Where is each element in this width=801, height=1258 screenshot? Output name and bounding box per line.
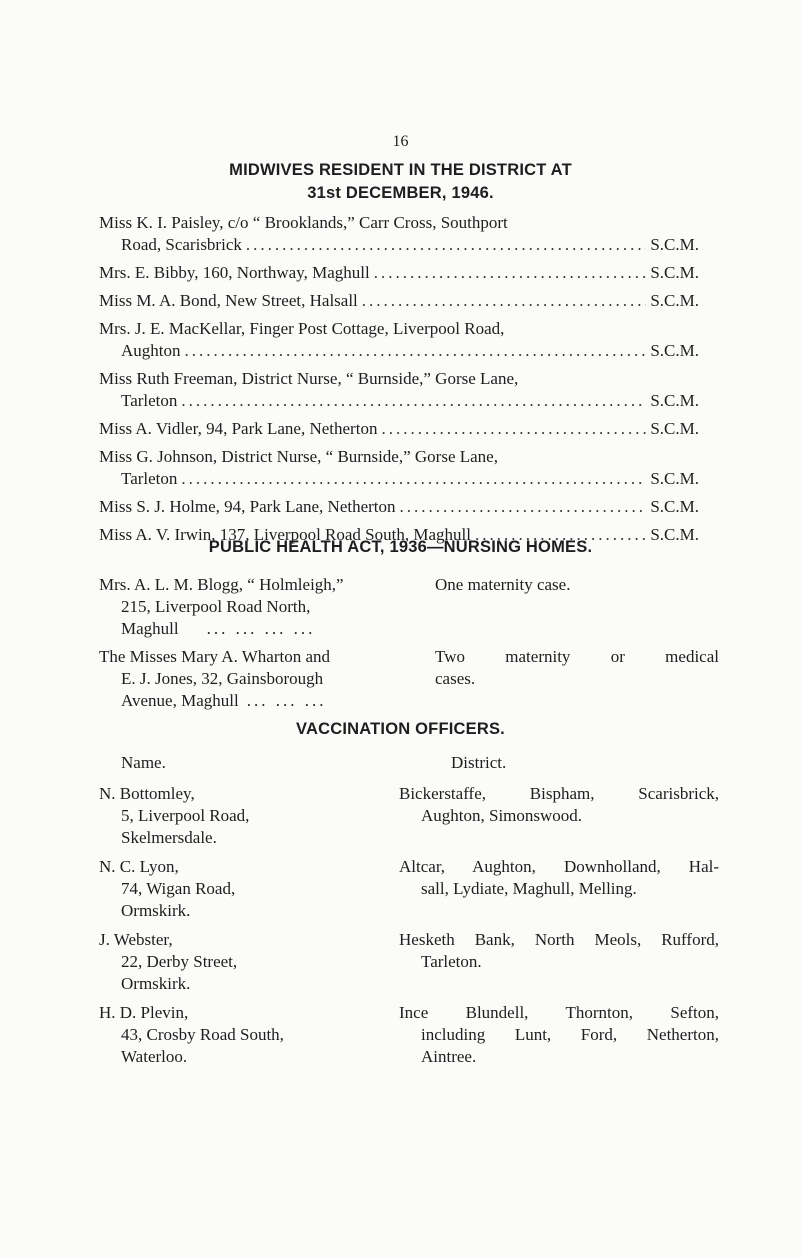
officer-row: N. C. Lyon, 74, Wigan Road, Ormskirk. Altcar, Aughton, Downholland, Hal- sall, Lydiate, Maghull, Melling.: [99, 857, 719, 920]
midwife-entry: Miss G. Johnson, District Nurse, “ Burnside,” Gorse Lane, Tarleton ..... S.C.M.: [99, 446, 699, 490]
nursing-home-entry: The Misses Mary A. Wharton and E. J. Jones, 32, Gainsborough Avenue, Maghull ... ... ... Two maternity or medical cases.: [99, 647, 719, 710]
midwives-heading-line2: 31st DECEMBER, 1946.: [307, 184, 494, 202]
midwife-entry: Miss K. I. Paisley, c/o “ Brooklands,” Carr Cross, Southport Road, Scarisbrick ..... S.C.M.: [99, 212, 699, 256]
midwife-entry: Mrs. E. Bibby, 160, Northway, Maghull ..... S.C.M.: [99, 262, 699, 284]
nursing-homes-heading: PUBLIC HEALTH ACT, 1936—NURSING HOMES.: [208, 538, 593, 556]
midwife-entry: Mrs. J. E. MacKellar, Finger Post Cottage, Liverpool Road, Aughton ..... S.C.M.: [99, 318, 699, 362]
nursing-home-entry: Mrs. A. L. M. Blogg, “ Holmleigh,” 215, Liverpool Road North, Maghull ... ... ... ... One maternity case.: [99, 575, 571, 638]
officer-row: J. Webster, 22, Derby Street, Ormskirk. Hesketh Bank, North Meols, Rufford, Tarleton.: [99, 930, 719, 993]
midwife-entry: Miss Ruth Freeman, District Nurse, “ Burnside,” Gorse Lane, Tarleton ..... S.C.M.: [99, 368, 699, 412]
midwife-entry: Miss M. A. Bond, New Street, Halsall ..... S.C.M.: [99, 290, 699, 312]
midwife-entry: Miss A. Vidler, 94, Park Lane, Netherton ..... S.C.M.: [99, 418, 699, 440]
midwives-list: [99, 212, 699, 552]
midwife-entry: Miss S. J. Holme, 94, Park Lane, Netherton ..... S.C.M.: [99, 496, 699, 518]
column-header-name: Name.: [121, 753, 166, 772]
midwives-heading-line1: MIDWIVES RESIDENT IN THE DISTRICT AT: [229, 161, 572, 179]
officer-row: H. D. Plevin, 43, Crosby Road South, Waterloo. Ince Blundell, Thornton, Sefton, including Lunt, Ford, Netherton, Aintree.: [99, 1003, 719, 1066]
nursing-homes-list: [99, 574, 719, 718]
column-header-district: District.: [451, 753, 507, 772]
officer-row: N. Bottomley, 5, Liverpool Road, Skelmersdale. Bickerstaffe, Bispham, Scarisbrick, Aughton, Simonswood.: [99, 784, 719, 847]
vaccination-heading: VACCINATION OFFICERS.: [296, 720, 505, 738]
midwife-entry: Miss A. V. Irwin, 137, Liverpool Road South, Maghull ..... S.C.M.: [99, 524, 699, 546]
vaccination-officers-table: [99, 752, 719, 1075]
page-number: 16: [392, 133, 409, 150]
